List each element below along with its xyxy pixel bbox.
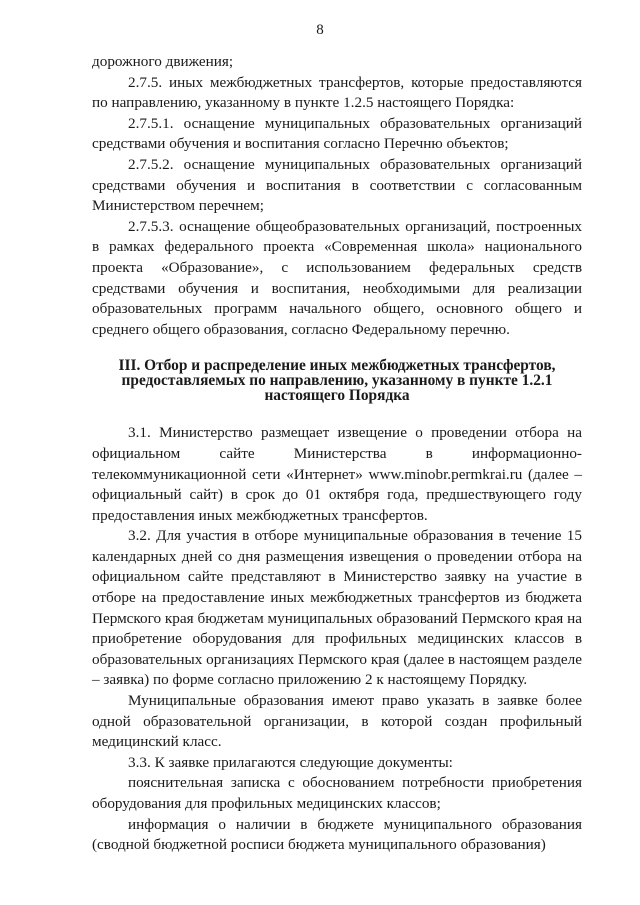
- paragraph-p-cont: дорожного движения;: [92, 53, 234, 70]
- paragraph-group-section-2: [92, 52, 582, 340]
- document-body: [92, 52, 582, 856]
- paragraph-p-3-2: 3.2. Для участия в отборе муниципальные образования в течение 15 календарных дней со дня размещения извещения о проведении отбора на официальном сайте представляют в Министерство заявку на участие в отборе на предоставление иных межбюджетных трансфертов из бюджета Пермского края бюджетам муниципальных образований Пермского края на приобретение оборудования для профильных медицинских классов в образовательных организациях Пермского края (далее в настоящем разделе – заявка) по форме согласно приложению 2 к настоящему Порядку.: [92, 527, 582, 689]
- paragraph-p-3-3: 3.3. К заявке прилагаются следующие документы:: [128, 753, 453, 771]
- page-number: 8: [316, 22, 324, 38]
- paragraph-p-2-7-5-2: 2.7.5.2. оснащение муниципальных образовательных организаций средствами обучения и воспитания в соответствии с согласованным Министерством перечнем;: [92, 155, 582, 215]
- paragraph-p-3-3-b: информация о наличии в бюджете муниципального образования (сводной бюджетной росписи бюджета муниципального образования): [92, 815, 582, 854]
- paragraph-p-3-2-b: Муниципальные образования имеют право указать в заявке более одной образовательной организации, в которой создан профильный медицинский класс.: [92, 692, 582, 751]
- section-heading: [92, 358, 582, 403]
- paragraph-p-3-3-a: пояснительная записка с обоснованием потребности приобретения оборудования для профильных медицинских классов;: [92, 774, 582, 812]
- paragraph-p-2-7-5: 2.7.5. иных межбюджетных трансфертов, которые предоставляются по направлению, указанному в пункте 1.2.5 настоящего Порядка:: [92, 73, 582, 112]
- section-heading-line-2: предоставляемых по направлению, указанному в пункте 1.2.1: [121, 372, 553, 390]
- section-heading-line-1: III. Отбор и распределение иных межбюджетных трансфертов,: [118, 357, 556, 375]
- section-heading-line-3: настоящего Порядка: [264, 387, 410, 405]
- paragraph-p-2-7-5-1: 2.7.5.1. оснащение муниципальных образовательных организаций средствами обучения и воспитания согласно Перечню объектов;: [92, 114, 582, 153]
- paragraph-group-section-3: [92, 423, 582, 855]
- paragraph-p-2-7-5-3: 2.7.5.3. оснащение общеобразовательных организаций, построенных в рамках федерального проекта «Современная школа» национального проекта «Образование», с использованием федеральных средств средствами обучения и воспитания, необходимыми для реализации образовательных программ начального общего, основного общего и среднего общего образования, согласно Федеральному перечню.: [92, 217, 582, 338]
- paragraph-p-3-1: 3.1. Министерство размещает извещение о проведении отбора на официальном сайте Министерства в информационно-телекоммуникационной сети «Интернет» www.minobr.permkrai.ru (далее – официальный сайт) в срок до 01 октября года, предшествующего году предоставления иных межбюджетных трансфертов.: [92, 424, 582, 524]
